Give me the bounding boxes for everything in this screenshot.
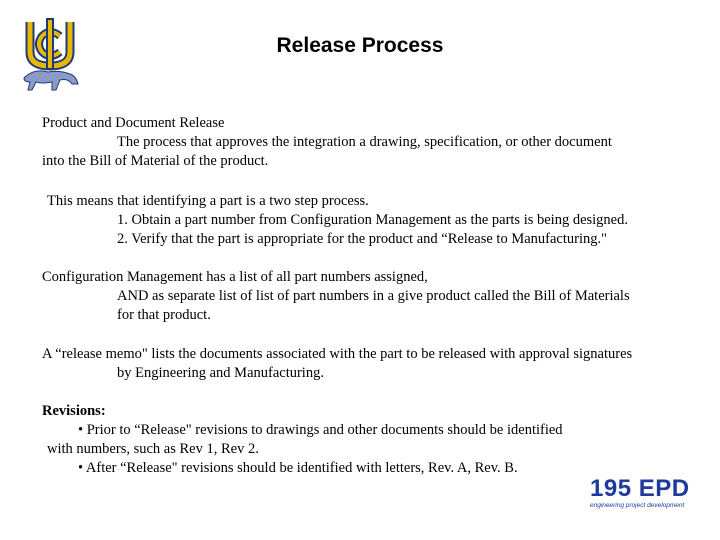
revisions-bullet-1-cont: with numbers, such as Rev 1, Rev 2. bbox=[47, 441, 259, 457]
epd-logo-sub: engineering project development bbox=[590, 502, 685, 509]
revisions-bullet-1: • Prior to “Release" revisions to drawings and other documents should be identified bbox=[78, 422, 563, 438]
two-step-item-1: 1. Obtain a part number from Configuration Management as the parts is being designed. bbox=[117, 212, 628, 228]
epd-logo-main: 195 EPD bbox=[590, 475, 690, 502]
config-mgmt-line3: for that product. bbox=[117, 307, 211, 323]
epd-logo bbox=[590, 476, 690, 514]
config-mgmt-line2: AND as separate list of list of part numbers in a give product called the Bill of Materials bbox=[117, 288, 630, 304]
revisions-bullet-2: • After “Release" revisions should be identified with letters, Rev. A, Rev. B. bbox=[78, 460, 518, 476]
release-memo-line2: by Engineering and Manufacturing. bbox=[117, 365, 324, 381]
product-release-line1: The process that approves the integration a drawing, specification, or other document bbox=[117, 134, 612, 150]
revisions-heading: Revisions: bbox=[42, 403, 106, 419]
product-release-line2: into the Bill of Material of the product. bbox=[42, 153, 269, 169]
two-step-item-2: 2. Verify that the part is appropriate for the product and “Release to Manufacturing." bbox=[117, 231, 608, 247]
release-memo-line1: A “release memo" lists the documents associated with the part to be released with approval signatures bbox=[42, 346, 633, 362]
product-release-heading: Product and Document Release bbox=[42, 115, 225, 131]
two-step-intro: This means that identifying a part is a two step process. bbox=[47, 193, 369, 209]
config-mgmt-line1: Configuration Management has a list of all part numbers assigned, bbox=[42, 269, 428, 285]
slide-title: Release Process bbox=[276, 34, 444, 57]
